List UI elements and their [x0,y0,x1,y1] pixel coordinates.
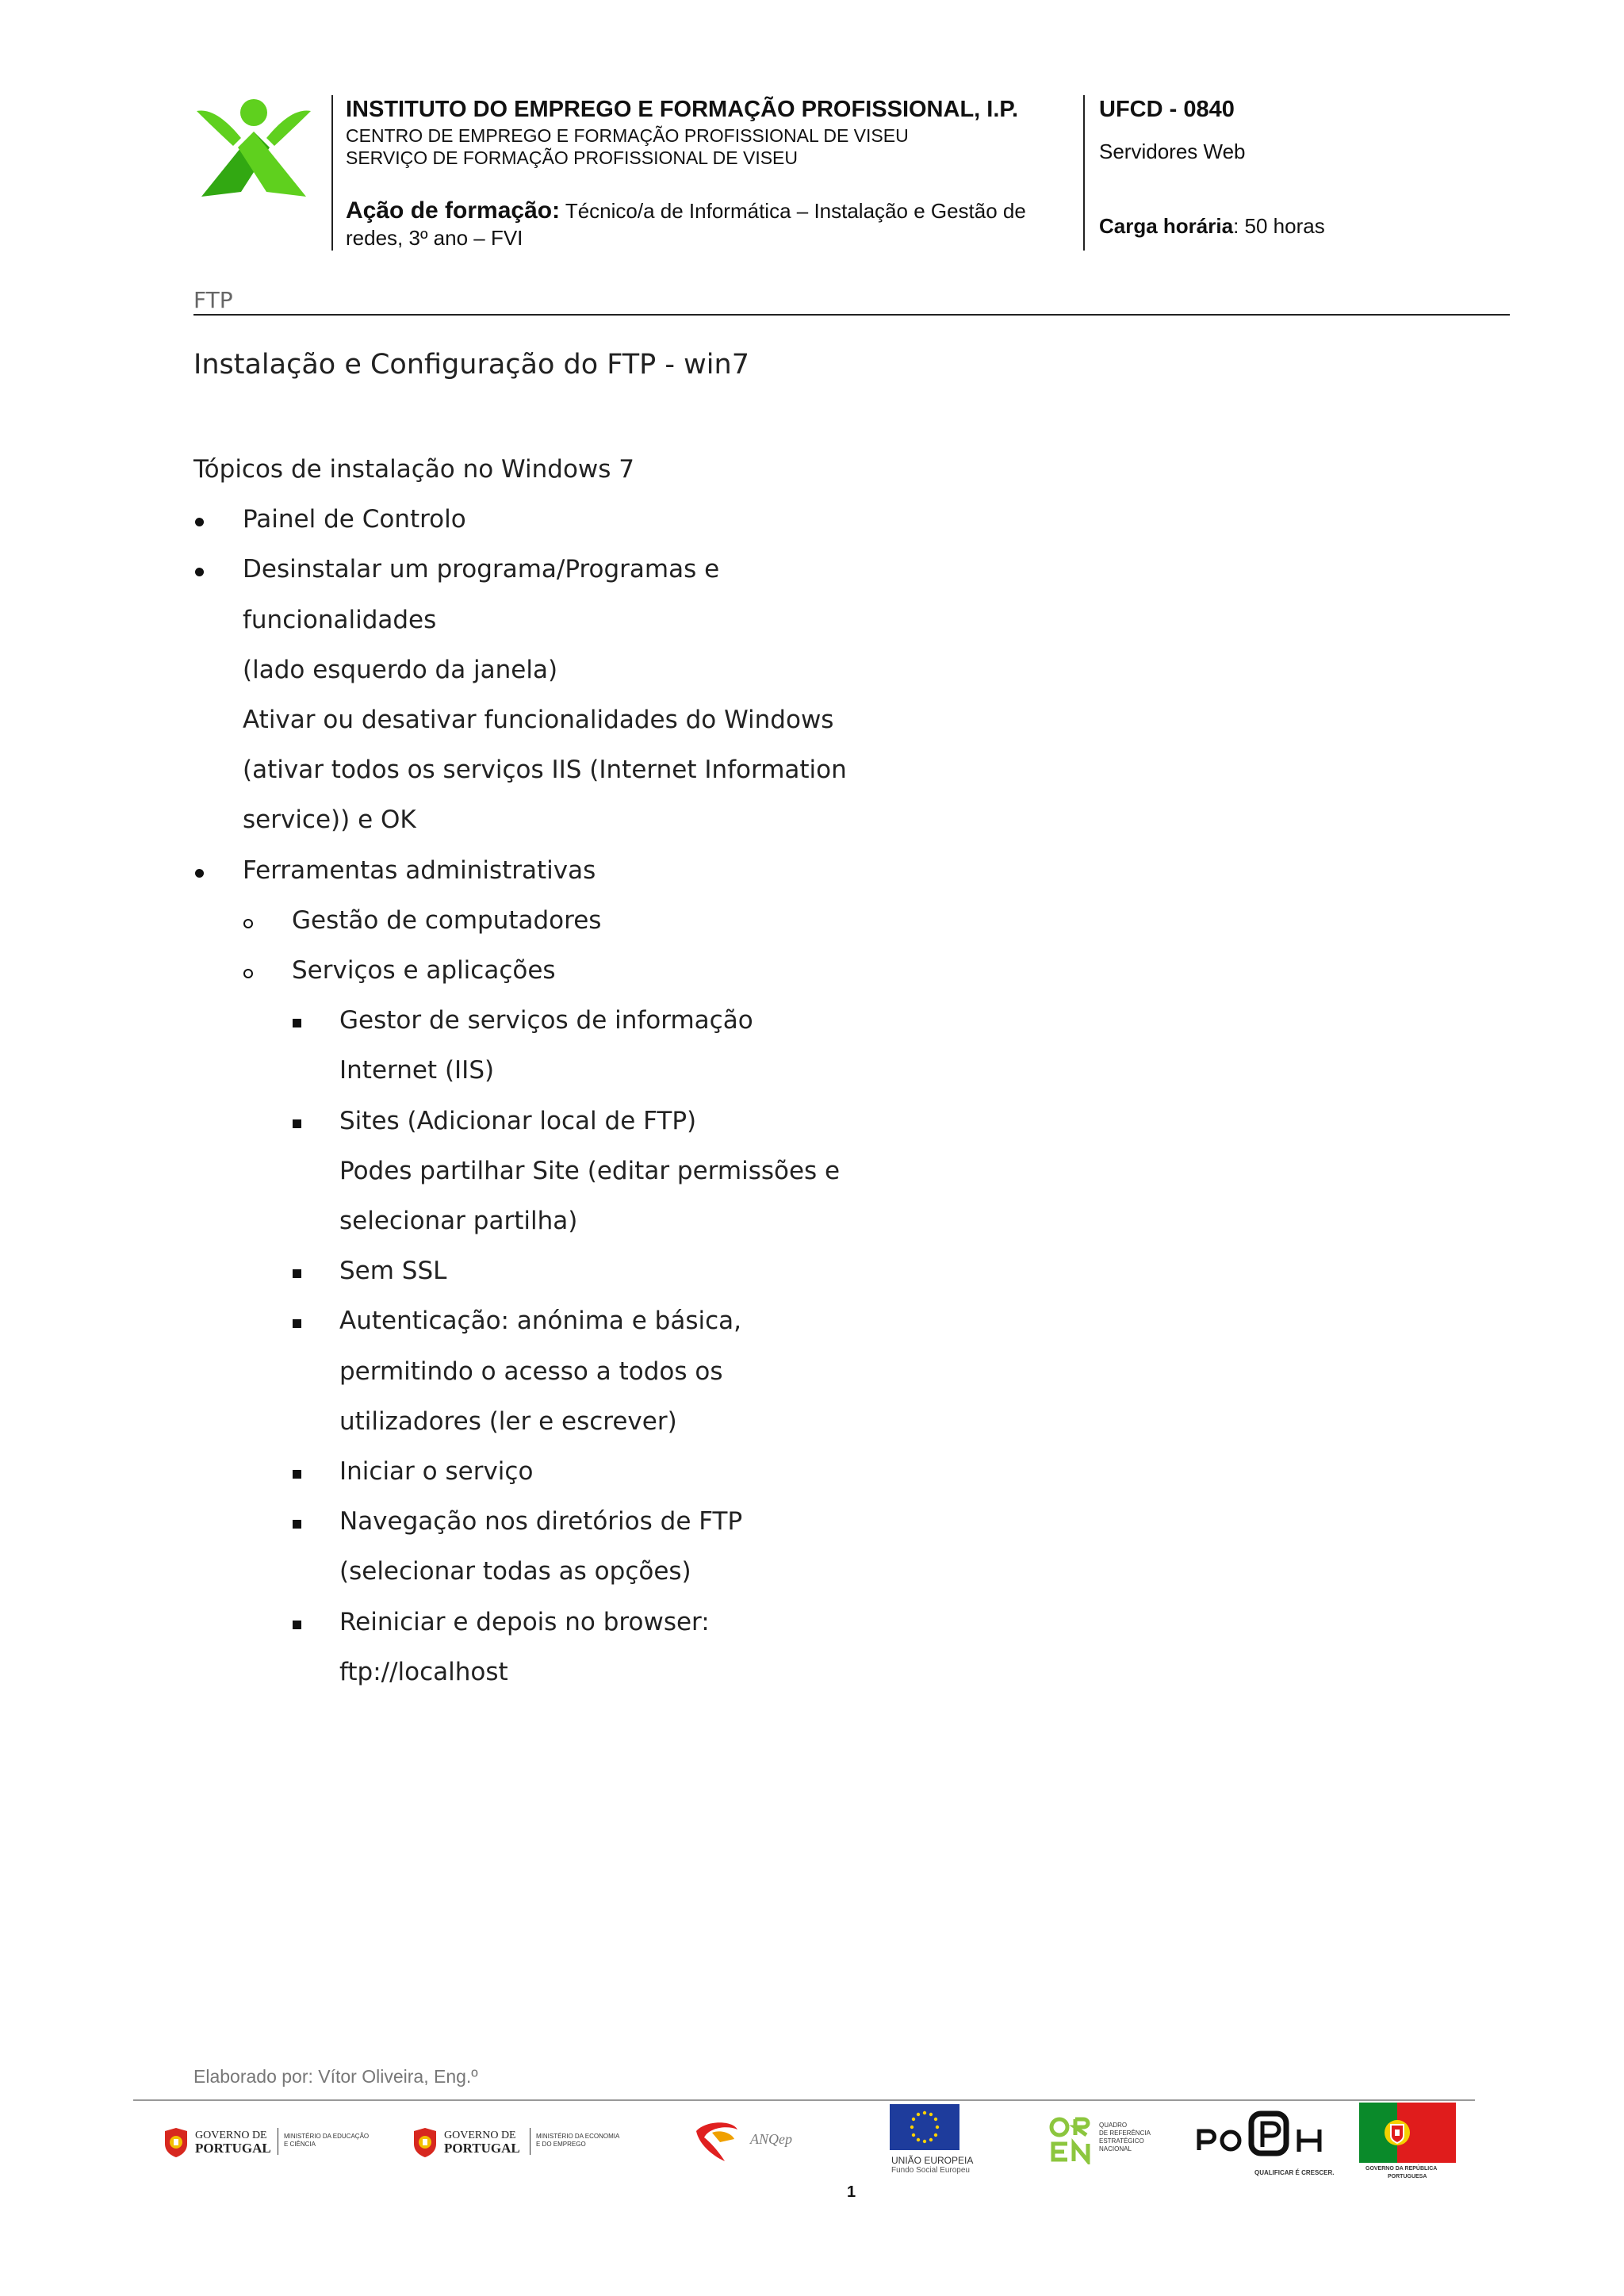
governo-republica-logo [1358,2103,1457,2182]
author: Elaborado por: Vítor Oliveira, Eng.º [193,2066,478,2087]
workload-label: Carga horária [1099,214,1234,238]
square-bullet-icon [293,1520,301,1529]
content-line: funcionalidades [243,605,437,634]
content-line: Ferramentas administrativas [243,855,596,885]
qren-line2: DE REFERÊNCIA [1099,2130,1151,2137]
disc-bullet-icon [195,518,204,526]
gov1-line2: PORTUGAL [195,2141,271,2156]
institute-name: INSTITUTO DO EMPREGO E FORMAÇÃO PROFISSIONAL, I.P. [346,97,1019,122]
content-line: Internet (IIS) [339,1056,495,1085]
gov2-ministry-line1: MINISTÉRIO DA ECONOMIA [536,2133,620,2140]
gov1-line1: GOVERNO DE [195,2130,267,2141]
square-bullet-icon [293,1269,301,1278]
content-line: Desinstalar um programa/Programas e [243,555,720,584]
anqep-logo [693,2115,820,2163]
square-bullet-icon [293,1319,301,1328]
qren-mark-icon [1048,2115,1094,2164]
disc-bullet-icon [195,869,204,878]
portugal-shield-icon [162,2126,190,2158]
content-line: selecionar partilha) [339,1207,578,1235]
training-action [346,197,1067,251]
square-bullet-icon [293,1470,301,1479]
disc-bullet-icon [195,568,204,576]
circle-bullet-icon [243,969,253,978]
content-line: Serviços e aplicações [292,956,556,985]
eu-flag-icon [890,2104,959,2150]
gov2-line2: PORTUGAL [444,2141,520,2156]
content-line: (lado esquerdo da janela) [243,655,558,684]
training-action-value: Técnico/a de Informática – Instalação e Gestão de redes, 3º ano – FVI [346,199,1026,250]
workload [1099,214,1325,239]
gov1-ministry-line1: MINISTÉRIO DA EDUCAÇÃO [284,2133,370,2140]
poph-wordmark-icon [1196,2106,1331,2166]
governo-portugal-economia-logo [411,2122,633,2161]
governo-portugal-educacao-logo [162,2122,376,2161]
gov-rep-line1: GOVERNO DA REPÚBLICA [1365,2166,1438,2172]
square-bullet-icon [293,1019,301,1027]
anqep-text: ANQep [750,2131,792,2147]
section-label: FTP [193,287,233,313]
content-line: Autenticação: anónima e básica, [339,1307,742,1336]
gov-rep-line2: PORTUGUESA [1388,2174,1427,2179]
header-divider-left [331,95,333,251]
portugal-flag-icon [1359,2103,1456,2163]
content-line: ftp://localhost [339,1657,508,1686]
content-line: Gestor de serviços de informação [339,1006,753,1035]
content-line: Sites (Adicionar local de FTP) [339,1106,697,1135]
content-line: (selecionar todas as opções) [339,1557,691,1586]
anqep-swirl-icon [693,2118,741,2163]
iefp-logo-icon [193,97,314,200]
gov1-ministry-line2: E CIÊNCIA [284,2141,316,2148]
content-line: Iniciar o serviço [339,1457,534,1486]
training-action-label: Ação de formação: [346,197,561,224]
poph-slogan: QUALIFICAR É CRESCER. [1254,2169,1335,2176]
square-bullet-icon [293,1621,301,1629]
content-line: Sem SSL [339,1257,447,1286]
eu-fund: Fundo Social Europeu [891,2166,970,2175]
gov2-ministry-line2: E DO EMPREGO [536,2141,586,2148]
content-line: Tópicos de instalação no Windows 7 [193,455,635,484]
circle-bullet-icon [243,919,253,928]
eu-label: UNIÃO EUROPEIA [891,2155,974,2166]
page-number: 1 [847,2183,856,2201]
square-bullet-icon [293,1119,301,1128]
content-line: Podes partilhar Site (editar permissões e [339,1156,841,1185]
center-name: CENTRO DE EMPREGO E FORMAÇÃO PROFISSIONAL DE VISEU [346,125,909,146]
content-line: Reiniciar e depois no browser: [339,1607,710,1636]
content-line: (ativar todos os serviços IIS (Internet Information [243,756,847,785]
qren-line4: NACIONAL [1099,2145,1132,2152]
ufcd-name: Servidores Web [1099,140,1246,163]
header-divider-right [1083,95,1085,251]
workload-value: : 50 horas [1233,214,1325,238]
section-divider [193,314,1510,316]
gov2-line1: GOVERNO DE [444,2130,516,2141]
content-line: utilizadores (ler e escrever) [339,1406,677,1436]
content-line: permitindo o acesso a todos os [339,1357,723,1386]
qren-line1: QUADRO [1099,2122,1128,2129]
content-line: Gestão de computadores [292,905,602,935]
service-name: SERVIÇO DE FORMAÇÃO PROFISSIONAL DE VISEU [346,147,799,168]
content-line: Navegação nos diretórios de FTP [339,1507,743,1536]
footer-divider [133,2099,1475,2101]
document-title: Instalação e Configuração do FTP - win7 [193,349,749,381]
portugal-shield-icon [411,2126,439,2158]
content-line: service)) e OK [243,806,416,835]
uniao-europeia-logo [890,2104,993,2183]
poph-logo [1196,2106,1335,2179]
content-line: Painel de Controlo [243,505,466,534]
qren-logo [1048,2115,1175,2164]
ufcd-code: UFCD - 0840 [1099,97,1235,122]
content-line: Ativar ou desativar funcionalidades do Windows [243,706,834,734]
qren-line3: ESTRATÉGICO [1099,2137,1144,2145]
